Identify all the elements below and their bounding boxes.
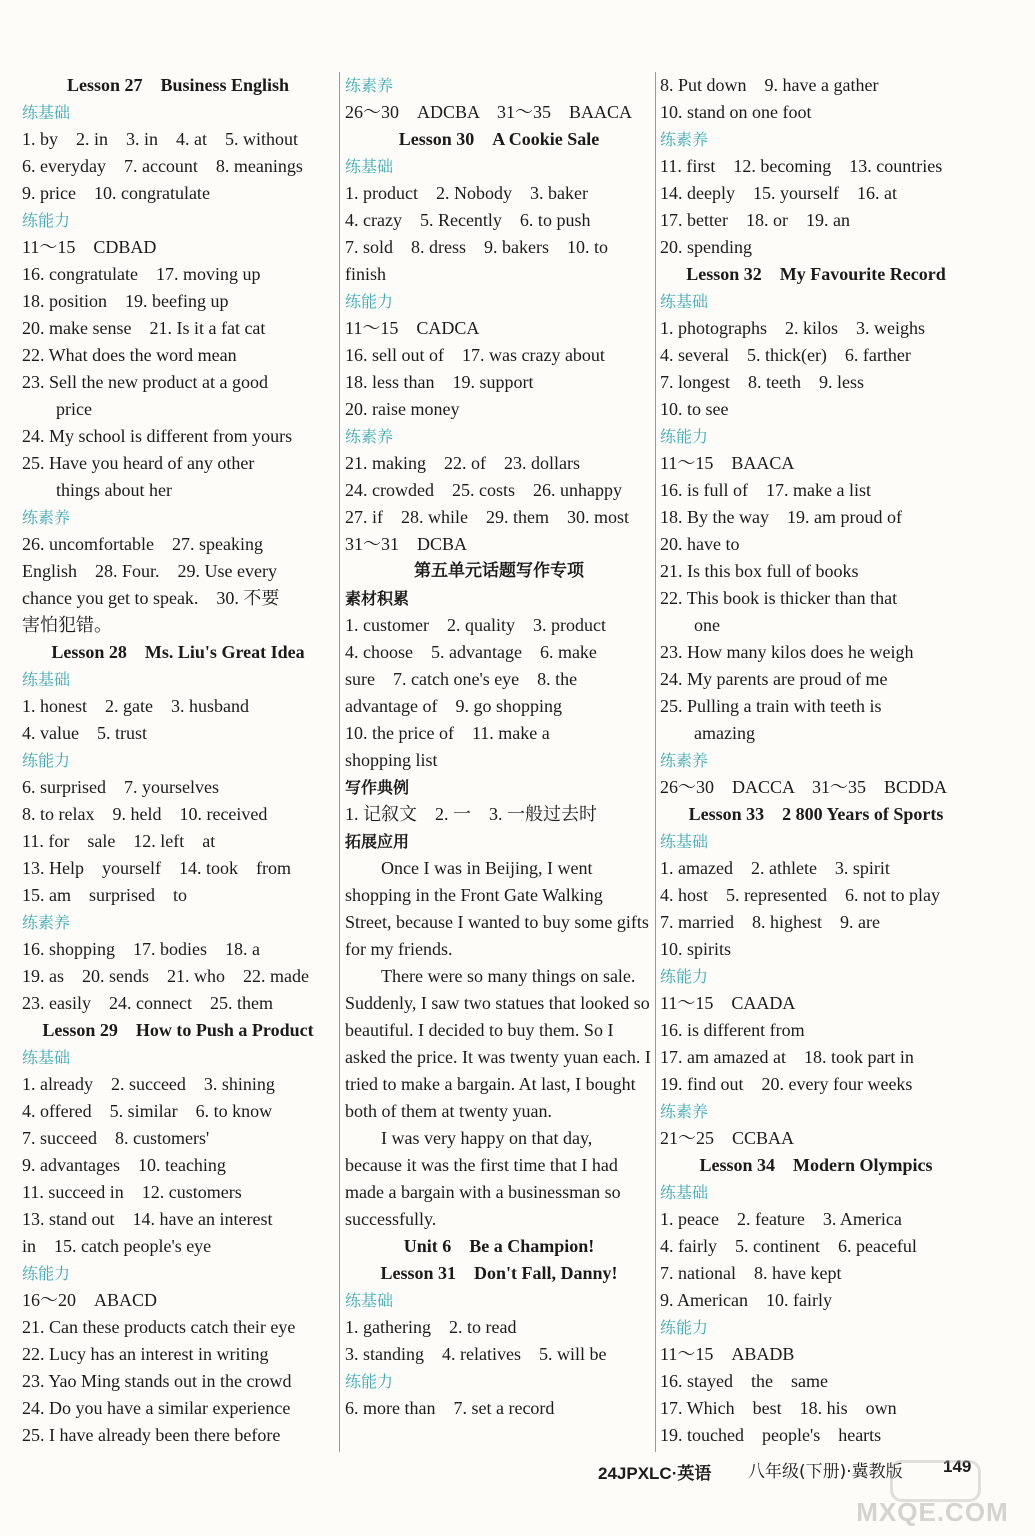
- answer-line: 19. find out 20. every four weeks: [660, 1074, 913, 1094]
- answer-line: 22. Lucy has an interest in writing: [22, 1344, 269, 1364]
- answer-column-2: [345, 72, 653, 1422]
- answer-column-1: [22, 72, 334, 1449]
- answer-line: 25. I have already been there before: [22, 1425, 281, 1445]
- grade-label: 八年级(下册)·冀教版: [748, 1462, 903, 1482]
- answer-line: 16～20 ABACD: [22, 1290, 158, 1310]
- answer-line: 13. Help yourself 14. took from: [22, 858, 291, 878]
- section-label: 练基础: [660, 292, 709, 311]
- section-label: 练基础: [22, 1048, 71, 1067]
- answer-line: 4. choose 5. advantage 6. make: [345, 642, 597, 662]
- lesson-heading: Lesson 30 A Cookie Sale: [398, 129, 600, 149]
- page-number: 149: [943, 1457, 972, 1476]
- section-label: 练基础: [22, 103, 71, 122]
- answer-line: 16. stayed the same: [660, 1371, 828, 1391]
- lesson-heading: Lesson 32 My Favourite Record: [686, 264, 946, 284]
- answer-line: 16. is full of 17. make a list: [660, 480, 871, 500]
- answer-line: 7. national 8. have kept: [660, 1263, 842, 1283]
- answer-line: 17. Which best 18. his own: [660, 1398, 897, 1418]
- answer-line: 7. longest 8. teeth 9. less: [660, 372, 864, 392]
- answer-line: 1. customer 2. quality 3. product: [345, 615, 606, 635]
- answer-line: 21. making 22. of 23. dollars: [345, 453, 580, 473]
- lesson-heading: Lesson 34 Modern Olympics: [699, 1155, 933, 1175]
- answer-line: 11～15 ABADB: [660, 1344, 795, 1364]
- answer-line: 24. My school is different from yours: [22, 426, 293, 446]
- answer-line: 1. already 2. succeed 3. shining: [22, 1074, 275, 1094]
- answer-line: 8. to relax 9. held 10. received: [22, 804, 268, 824]
- writing-subheading: 拓展应用: [345, 832, 410, 851]
- answer-line: 4. offered 5. similar 6. to know: [22, 1101, 273, 1121]
- lesson-heading: Lesson 33 2 800 Years of Sports: [688, 804, 944, 824]
- answer-line: 4. value 5. trust: [22, 723, 147, 743]
- answer-line: 21～25 CCBAA: [660, 1128, 795, 1148]
- writing-subheading: 素材积累: [345, 589, 410, 608]
- answer-line: 11～15 CAADA: [660, 993, 796, 1013]
- section-label: 练能力: [22, 211, 71, 230]
- answer-line: 25. Have you heard of any other: [22, 453, 255, 473]
- answer-line: 11. for sale 12. left at: [22, 831, 216, 851]
- answer-line: 14. deeply 15. yourself 16. at: [660, 183, 897, 203]
- answer-line: 26～30 ADCBA 31～35 BAACA: [345, 102, 633, 122]
- answer-line: 1. gathering 2. to read: [345, 1317, 517, 1337]
- answer-line: in 15. catch people's eye: [22, 1236, 212, 1256]
- answer-line: 6. surprised 7. yourselves: [22, 777, 219, 797]
- answer-line: 9. American 10. fairly: [660, 1290, 832, 1310]
- answer-line: 1. 记叙文 2. 一 3. 一般过去时: [345, 804, 597, 824]
- answer-line: 18. By the way 19. am proud of: [660, 507, 902, 527]
- answer-line: 4. fairly 5. continent 6. peaceful: [660, 1236, 917, 1256]
- section-label: 练能力: [660, 427, 709, 446]
- answer-line: 3. standing 4. relatives 5. will be: [345, 1344, 607, 1364]
- answer-line: 16. is different from: [660, 1020, 805, 1040]
- section-label: 练能力: [660, 967, 709, 986]
- answer-line: 18. less than 19. support: [345, 372, 534, 392]
- writing-subheading: 写作典例: [345, 778, 410, 797]
- section-label: 练素养: [22, 913, 71, 932]
- answer-line: 15. am surprised to: [22, 885, 187, 905]
- answer-line: 16. congratulate 17. moving up: [22, 264, 261, 284]
- answer-line: 10. spirits: [660, 939, 732, 959]
- answer-line: 20. have to: [660, 534, 740, 554]
- answer-line: amazing: [694, 723, 755, 743]
- answer-line: 4. crazy 5. Recently 6. to push: [345, 210, 591, 230]
- section-label: 练基础: [660, 1183, 709, 1202]
- answer-line: 23. easily 24. connect 25. them: [22, 993, 273, 1013]
- answer-line: 13. stand out 14. have an interest: [22, 1209, 273, 1229]
- answer-line: 11. succeed in 12. customers: [22, 1182, 242, 1202]
- answer-line: 20. make sense 21. Is it a fat cat: [22, 318, 266, 338]
- section-label: 练素养: [345, 76, 394, 95]
- answer-line: 21. Is this box full of books: [660, 561, 859, 581]
- answer-line: 害怕犯错。: [22, 615, 112, 635]
- essay-paragraph: I was very happy on that day, because it was the first time that I had made a bargain with a businessman so successfully.: [345, 1128, 621, 1229]
- section-label: 练能力: [345, 1372, 394, 1391]
- answer-line: finish: [345, 264, 387, 284]
- answer-line: 9. advantages 10. teaching: [22, 1155, 226, 1175]
- writing-section-title: 第五单元话题写作专项: [414, 561, 584, 581]
- answer-line: 19. touched people's hearts: [660, 1425, 882, 1445]
- answer-line: 27. if 28. while 29. them 30. most: [345, 507, 629, 527]
- answer-line: advantage of 9. go shopping: [345, 696, 562, 716]
- answer-column-3: [660, 72, 972, 1449]
- answer-line: 24. Do you have a similar experience: [22, 1398, 291, 1418]
- answer-line: 7. sold 8. dress 9. bakers 10. to: [345, 237, 608, 257]
- lesson-heading: Lesson 29 How to Push a Product: [42, 1020, 314, 1040]
- answer-line: 1. honest 2. gate 3. husband: [22, 696, 249, 716]
- section-label: 练基础: [345, 157, 394, 176]
- section-label: 练能力: [660, 1318, 709, 1337]
- answer-line: 10. to see: [660, 399, 729, 419]
- answer-line: price: [56, 399, 92, 419]
- column-divider: [339, 72, 340, 1452]
- answer-line: 16. sell out of 17. was crazy about: [345, 345, 605, 365]
- answer-line: 6. more than 7. set a record: [345, 1398, 555, 1418]
- watermark-seal-icon: [890, 1460, 981, 1502]
- answer-line: 10. stand on one foot: [660, 102, 812, 122]
- lesson-heading: Lesson 28 Ms. Liu's Great Idea: [51, 642, 305, 662]
- lesson-heading: Lesson 27 Business English: [66, 75, 290, 95]
- answer-line: 4. host 5. represented 6. not to play: [660, 885, 940, 905]
- watermark-text: MXQE.COM: [856, 1497, 1009, 1527]
- answer-line: 1. peace 2. feature 3. America: [660, 1209, 902, 1229]
- answer-line: 22. This book is thicker than that: [660, 588, 898, 608]
- answer-line: 10. the price of 11. make a: [345, 723, 550, 743]
- watermark-logo: [840, 1460, 1025, 1528]
- answer-line: 1. amazed 2. athlete 3. spirit: [660, 858, 890, 878]
- answer-line: 26～30 DACCA 31～35 BCDDA: [660, 777, 948, 797]
- answer-line: 23. Sell the new product at a good: [22, 372, 268, 392]
- answer-line: shopping list: [345, 750, 438, 770]
- column-divider: [655, 72, 656, 1452]
- answer-line: 7. married 8. highest 9. are: [660, 912, 880, 932]
- section-label: 练基础: [660, 832, 709, 851]
- answer-line: 24. My parents are proud of me: [660, 669, 888, 689]
- answer-line: 1. by 2. in 3. in 4. at 5. without: [22, 129, 298, 149]
- section-label: 练素养: [660, 751, 709, 770]
- answer-line: 9. price 10. congratulate: [22, 183, 210, 203]
- answer-line: one: [694, 615, 720, 635]
- answer-line: 4. several 5. thick(er) 6. farther: [660, 345, 911, 365]
- answer-line: 11～15 CDBAD: [22, 237, 157, 257]
- answer-line: sure 7. catch one's eye 8. the: [345, 669, 578, 689]
- answer-line: 23. How many kilos does he weigh: [660, 642, 914, 662]
- answer-line: things about her: [56, 480, 172, 500]
- answer-line: English 28. Four. 29. Use every: [22, 561, 277, 581]
- section-label: 练素养: [660, 130, 709, 149]
- answer-line: 6. everyday 7. account 8. meanings: [22, 156, 303, 176]
- answer-line: chance you get to speak. 30. 不要: [22, 588, 280, 608]
- section-label: 练素养: [345, 427, 394, 446]
- answer-line: 22. What does the word mean: [22, 345, 237, 365]
- essay-paragraph: There were so many things on sale. Suddenly, I saw two statues that looked so beautiful. I decided to buy them. So I asked the price. It was twenty yuan each. I tried to make a bargain. At last, I bought both of them at twenty yuan.: [345, 966, 651, 1121]
- answer-line: 20. raise money: [345, 399, 460, 419]
- section-label: 练基础: [345, 1291, 394, 1310]
- answer-line: 8. Put down 9. have a gather: [660, 75, 879, 95]
- answer-line: 23. Yao Ming stands out in the crowd: [22, 1371, 292, 1391]
- answer-line: 26. uncomfortable 27. speaking: [22, 534, 263, 554]
- lesson-heading: Lesson 31 Don't Fall, Danny!: [380, 1263, 618, 1283]
- answer-line: 24. crowded 25. costs 26. unhappy: [345, 480, 622, 500]
- section-label: 练基础: [22, 670, 71, 689]
- section-label: 练素养: [660, 1102, 709, 1121]
- answer-line: 17. better 18. or 19. an: [660, 210, 850, 230]
- answer-line: 31～31 DCBA: [345, 534, 468, 554]
- section-label: 练能力: [22, 751, 71, 770]
- book-code: 24JPXLC·英语: [598, 1464, 712, 1483]
- answer-line: 17. am amazed at 18. took part in: [660, 1047, 914, 1067]
- answer-line: 11～15 BAACA: [660, 453, 795, 473]
- essay-paragraph: Once I was in Beijing, I went shopping in the Front Gate Walking Street, because I wanted to buy some gifts for my friends.: [345, 858, 649, 959]
- answer-line: 19. as 20. sends 21. who 22. made: [22, 966, 309, 986]
- answer-line: 20. spending: [660, 237, 752, 257]
- section-label: 练素养: [22, 508, 71, 527]
- unit-heading: Unit 6 Be a Champion!: [403, 1236, 595, 1256]
- answer-line: 11～15 CADCA: [345, 318, 480, 338]
- answer-line: 7. succeed 8. customers': [22, 1128, 210, 1148]
- section-label: 练能力: [345, 292, 394, 311]
- answer-line: 1. product 2. Nobody 3. baker: [345, 183, 588, 203]
- answer-line: 18. position 19. beefing up: [22, 291, 229, 311]
- answer-line: 11. first 12. becoming 13. countries: [660, 156, 943, 176]
- answer-line: 25. Pulling a train with teeth is: [660, 696, 882, 716]
- answer-line: 21. Can these products catch their eye: [22, 1317, 296, 1337]
- answer-line: 16. shopping 17. bodies 18. a: [22, 939, 260, 959]
- answer-line: 1. photographs 2. kilos 3. weighs: [660, 318, 925, 338]
- section-label: 练能力: [22, 1264, 71, 1283]
